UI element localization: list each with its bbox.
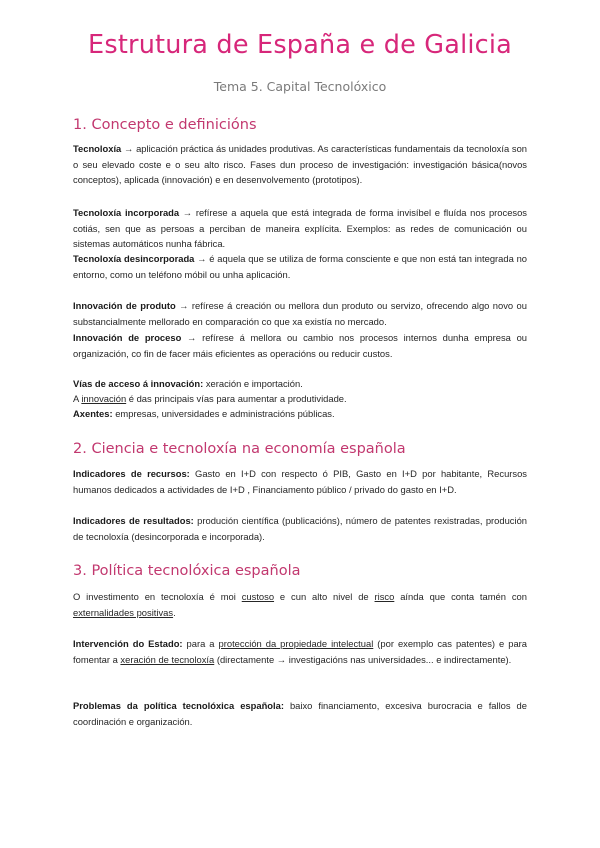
text: (por exemplo cas patentes) e para fomentar a [73,638,527,665]
term: Indicadores de recursos: [73,468,190,479]
text: O investimento en tecnoloxía é moi [73,591,242,602]
definition-text: → refírese á mellora ou cambio nos procesos internos dunha empresa ou organización, co fin de facer máis eficientes as operacións ou reducir custos. [73,332,528,359]
term: Intervención do Estado: [73,638,183,649]
underlined-term: custoso [241,591,275,602]
definition-text: → é aquela que se utiliza de forma consciente e que non está tan integrada no entorno, como un teléfono móbil ou unha aplicación. [73,253,527,280]
paragraph-indicadores-resultados [73,513,527,544]
section-heading-concepto: 1. Concepto e definicións [73,117,257,133]
term: Tecnoloxía desincorporada [73,253,195,264]
paragraph-problemas-politica [73,698,527,729]
text: aínda que conta tamén con [394,591,527,602]
paragraph-investimento [73,589,527,620]
underlined-term: externalidades positivas [73,606,174,618]
definition-text: empresas, universidades e administracións públicas. [112,408,335,419]
document-title: Estrutura de España e de Galicia [88,30,512,60]
term: Problemas da política tecnolóxica española: [73,700,284,711]
paragraph-vias-acceso [73,376,527,392]
underlined-term: xeración de tecnoloxía [120,653,215,665]
underlined-term: protección da propiedade intelectual [218,638,374,649]
text: e cun alto nivel de [274,591,375,602]
paragraph-innovacion-produto [73,298,527,329]
text: para a [182,638,219,649]
paragraph-innovacion-proceso [73,330,527,361]
paragraph-axentes [73,406,527,422]
section-heading-politica: 3. Política tecnolóxica española [73,563,301,579]
paragraph-tecnoloxia-desincorporada [73,251,527,282]
term: Indicadores de resultados: [73,515,194,526]
paragraph-indicadores-recursos [73,466,527,497]
paragraph-tecnoloxia-incorporada [73,205,527,252]
definition-text: baixo financiamento, excesiva burocracia e fallos de coordinación e organización. [73,700,527,727]
definition-text: → refírese a aquela que está integrada de forma invisíbel e fluída nos procesos cotiás, sen que as persoas a perciban de maneira explícita. Exemplos: as redes de comunicación ou sistemas automáticos nunha fábrica. [73,207,527,250]
document-subtitle: Tema 5. Capital Tecnolóxico [213,79,387,94]
definition-text: → aplicación práctica ás unidades produtivas. As características fundamentais da tecnoloxía son o seu elevado coste e o seu alto risco. Fases dun proceso de investigación: investigación básica(novos conceptos), aplicada (innovación) e en desenvolvemento (prototipos). [73,143,527,186]
section-heading-ciencia: 2. Ciencia e tecnoloxía na economía española [73,441,406,457]
paragraph-intervencion-estado [73,636,527,667]
text: A [73,393,82,404]
text: (directamente → investigacións nas universidades... e indirectamente). [214,653,512,665]
term: Tecnoloxía incorporada [73,207,180,218]
text: . [173,606,176,618]
term: Axentes: [73,408,113,419]
text: é das principais vías para aumentar a produtividade. [126,393,347,404]
paragraph-innovacion-produtividade [73,391,527,407]
definition-text: → refírese á creación ou mellora dun produto ou servizo, ofrecendo algo novo ou substancialmente mellorado en comparación co que xa existía no mercado. [73,300,527,327]
underlined-term: risco [374,591,395,602]
term: Vías de acceso á innovación: [73,378,204,389]
definition-text: Gasto en I+D con respecto ó PIB, Gasto en I+D por habitante, Recursos humanos dedicados a actividades de I+D , Financiamento público / privado do gasto en I+D. [73,468,527,495]
term: Innovación de produto [73,300,176,311]
definition-text: xeración e importación. [203,378,303,389]
term: Innovación de proceso [73,332,182,343]
underlined-term: innovación [81,393,127,404]
term: Tecnoloxía [73,143,122,154]
paragraph-tecnoloxia [73,141,527,188]
definition-text: produción científica (publicacións), número de patentes rexistradas, produción de tecnoloxía (desincorporada e incorporada). [73,515,527,542]
